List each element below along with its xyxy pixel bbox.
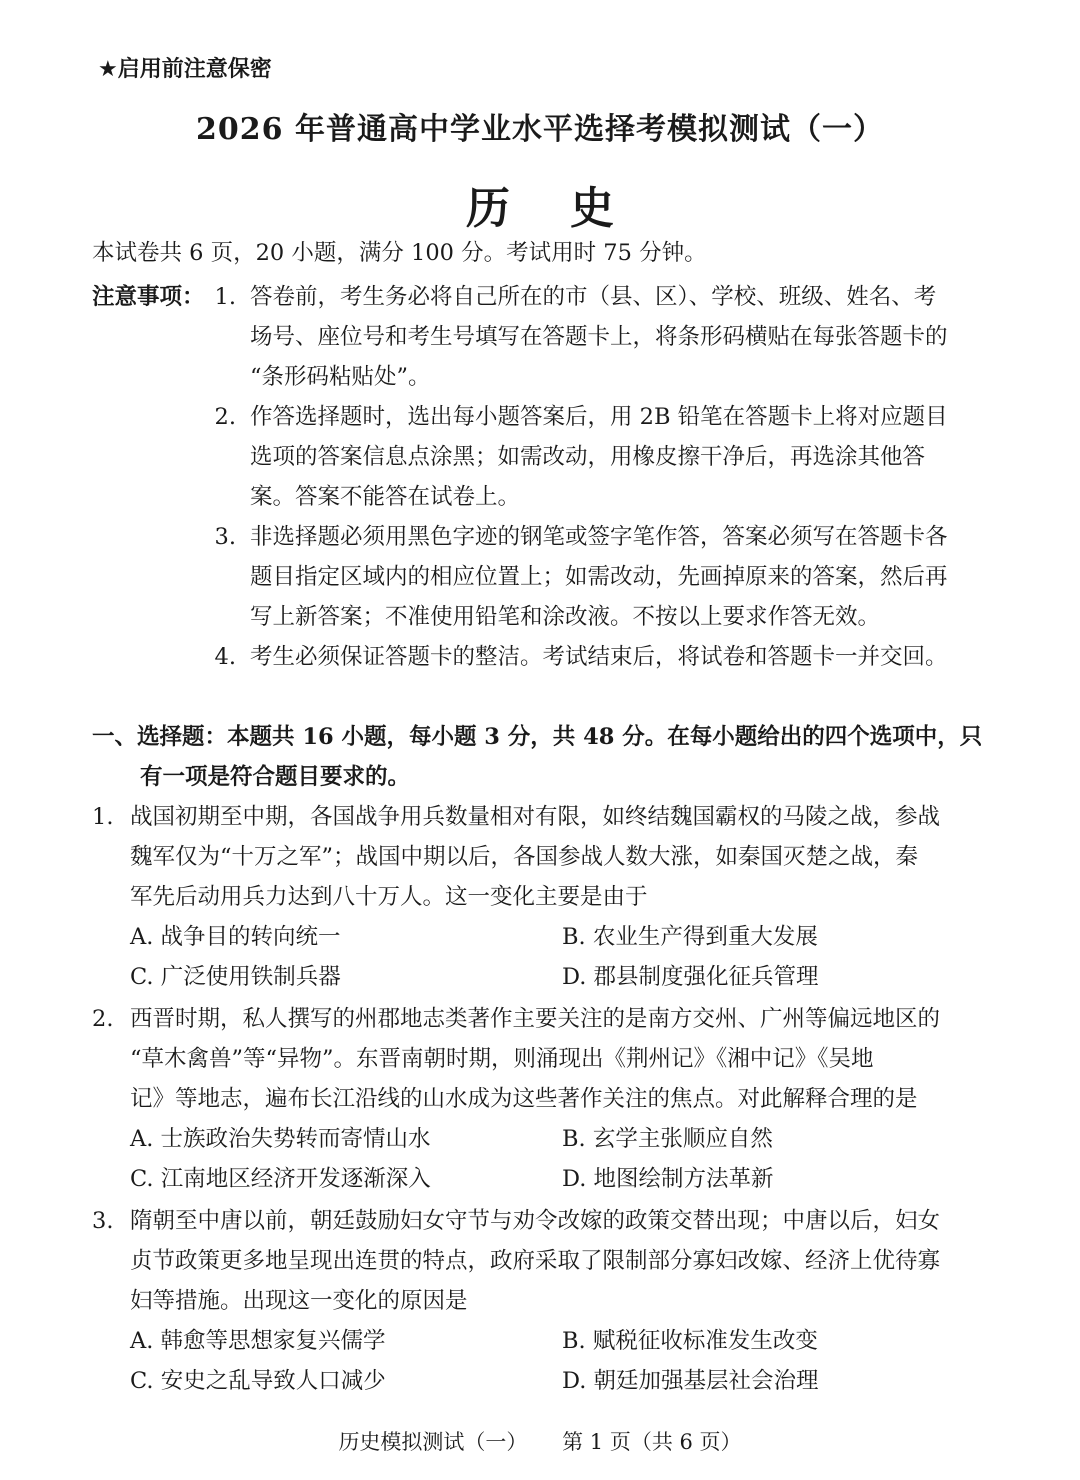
page-footer: [0, 1426, 1080, 1456]
option-d[interactable]: D. 地图绘制方法革新: [562, 1166, 774, 1192]
question-number: 3.: [92, 1208, 114, 1234]
note-number: 2.: [214, 404, 236, 430]
note-line: 选项的答案信息点涂黑；如需改动，用橡皮擦干净后，再选涂其他答: [250, 444, 926, 470]
option-c[interactable]: C. 广泛使用铁制兵器: [130, 964, 341, 990]
question-line: 贞节政策更多地呈现出连贯的特点，政府采取了限制部分寡妇改嫁、经济上优待寡: [130, 1248, 941, 1274]
note-line: 题目指定区域内的相应位置上；如需改动，先画掉原来的答案，然后再: [250, 564, 948, 590]
question-line: 妇等措施。出现这一变化的原因是: [130, 1288, 468, 1314]
note-number: 3.: [214, 524, 236, 550]
option-a[interactable]: A. 战争目的转向统一: [130, 924, 341, 950]
note-line: 案。答案不能答在试卷上。: [250, 484, 521, 510]
note-line: 写上新答案；不准使用铅笔和涂改液。不按以上要求作答无效。: [250, 604, 881, 630]
confidential-notice: ★启用前注意保密: [98, 57, 272, 82]
exam-intro: 本试卷共 6 页，20 小题，满分 100 分。考试用时 75 分钟。: [92, 240, 707, 266]
option-c[interactable]: C. 江南地区经济开发逐渐深入: [130, 1166, 431, 1192]
option-a[interactable]: A. 韩愈等思想家复兴儒学: [130, 1328, 386, 1354]
option-c[interactable]: C. 安史之乱导致人口减少: [130, 1368, 386, 1394]
note-line: 场号、座位号和考生号填写在答题卡上，将条形码横贴在每张答题卡的: [250, 324, 948, 350]
question-line: 西晋时期，私人撰写的州郡地志类著作主要关注的是南方交州、广州等偏远地区的: [130, 1006, 941, 1032]
question-line: “草木禽兽”等“异物”。东晋南朝时期，则涌现出《荆州记》《湘中记》《吴地: [130, 1046, 874, 1072]
note-line: 答卷前，考生务必将自己所在的市（县、区）、学校、班级、姓名、考: [250, 284, 937, 310]
question-line: 魏军仅为“十万之军”；战国中期以后，各国参战人数大涨，如秦国灭楚之战，秦: [130, 844, 919, 870]
question-line: 隋朝至中唐以前，朝廷鼓励妇女守节与劝令改嫁的政策交替出现；中唐以后，妇女: [130, 1208, 941, 1234]
option-b[interactable]: B. 赋税征收标准发生改变: [562, 1328, 818, 1354]
note-number: 4.: [214, 644, 236, 670]
question-number: 2.: [92, 1006, 114, 1032]
question-line: 记》等地志，遍布长江沿线的山水成为这些著作关注的焦点。对此解释合理的是: [130, 1086, 918, 1112]
option-d[interactable]: D. 郡县制度强化征兵管理: [562, 964, 819, 990]
note-line: 作答选择题时，选出每小题答案后，用 2B 铅笔在答题卡上将对应题目: [250, 404, 948, 430]
option-b[interactable]: B. 农业生产得到重大发展: [562, 924, 818, 950]
note-line: “条形码粘贴处”。: [250, 364, 431, 390]
option-b[interactable]: B. 玄学主张顺应自然: [562, 1126, 773, 1152]
footer-exam-name: 历史模拟测试（一）: [338, 1430, 528, 1454]
question-line: 战国初期至中期，各国战争用兵数量相对有限，如终结魏国霸权的马陵之战，参战: [130, 804, 941, 830]
footer-page-number: 第 1 页（共 6 页）: [562, 1430, 742, 1454]
option-d[interactable]: D. 朝廷加强基层社会治理: [562, 1368, 819, 1394]
note-line: 非选择题必须用黑色字迹的钢笔或签字笔作答，答案必须写在答题卡各: [250, 524, 948, 550]
note-line: 考生必须保证答题卡的整洁。考试结束后，将试卷和答题卡一并交回。: [250, 644, 948, 670]
question-line: 军先后动用兵力达到八十万人。这一变化主要是由于: [130, 884, 648, 910]
question-number: 1.: [92, 804, 114, 830]
section-header-line: 有一项是符合题目要求的。: [140, 764, 411, 790]
option-a[interactable]: A. 士族政治失势转而寄情山水: [130, 1126, 431, 1152]
subject-title: 历史: [466, 183, 674, 234]
exam-title: 2026 年普通高中学业水平选择考模拟测试（一）: [196, 112, 884, 147]
section-header-line: 一、选择题：本题共 16 小题，每小题 3 分，共 48 分。在每小题给出的四个选项中，只: [92, 724, 983, 750]
note-number: 1.: [214, 284, 236, 310]
notes-label: 注意事项：: [92, 284, 205, 310]
